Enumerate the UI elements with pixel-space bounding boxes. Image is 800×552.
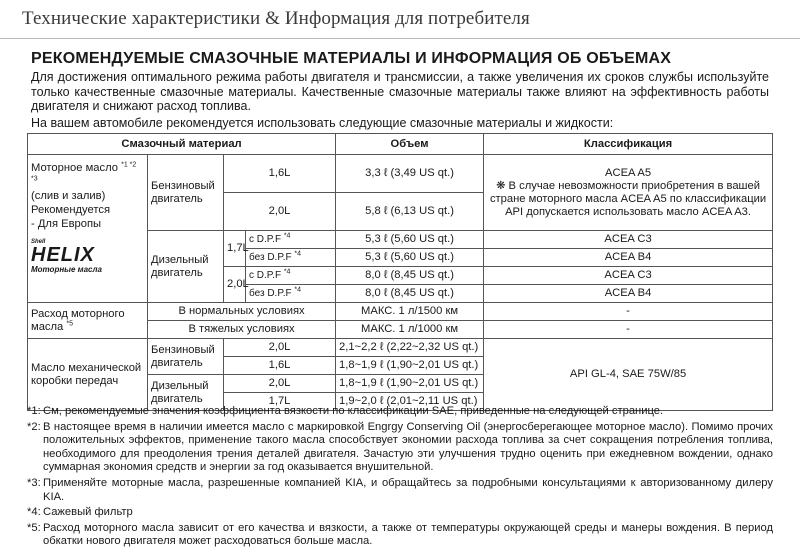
classification: - [484,303,773,321]
engine-oil-label: Моторное масло [31,162,118,174]
footnote-text: Применяйте моторные масла, разрешенные компанией KIA, и обращайтесь за подробными консультациями к авторизованному дилеру KIA. [43,476,773,503]
footnote [27,477,773,504]
intro-paragraph: Для достижения оптимального режима работы двигателя и трансмиссии, а также увеличения их сроков службы используйте только качественные смазочные материалы. Качественные смазочные материалы также влияют на эффективность работы двигателя и снижают расход топлива. [31,70,769,113]
page-header [0,0,800,39]
footnote-text: Расход моторного масла зависит от его качества и вязкости, а также от температуры окружающей среды и манеры вождения. В период обкатки нового двигателя может расходоваться больше масла. [43,521,773,548]
table-header-row [28,134,773,155]
consumption-footnote: *5 [66,319,73,327]
dpf-variant [246,285,336,303]
dpf-variant-label: без D.P.F [249,288,292,299]
footnotes [27,405,773,551]
footnote [27,405,773,419]
lubricants-table [27,133,773,411]
header-classification: Классификация [484,134,773,155]
dpf-footnote: *4 [283,232,291,240]
footnote-key: *1: [27,405,41,417]
gearbox-diesel-label: Дизельный двигатель [148,375,224,411]
engine-oil-footnote: *1 *2 *3 [31,161,137,183]
diesel-engine-label: Дизельный двигатель [148,231,224,303]
helix-logo-subtitle: Моторные масла [31,265,102,274]
petrol-engine-label: Бензиновый двигатель [148,155,224,231]
shell-logo-text: Shell [31,239,46,245]
footnote-key: *4: [27,506,41,519]
header-material: Смазочный материал [28,134,336,155]
engine-size: 1,6L [224,357,336,375]
gearbox-volume: 2,1~2,2 ℓ (2,22~2,32 US qt.) [336,339,484,357]
oil-volume: 5,8 ℓ (6,13 US qt.) [336,193,484,231]
dpf-variant-label: с D.P.F [249,270,282,281]
gearbox-volume: 1,9~2,0 ℓ (2,01~2,11 US qt.) [336,393,484,411]
table-row [28,303,773,321]
footnote-key: *2: [27,420,41,433]
engine-size: 2,0L [224,375,336,393]
footnote [27,506,773,520]
dpf-variant-label: с D.P.F [249,234,282,245]
classification: ACEA B4 [484,285,773,303]
footnote [27,522,773,549]
table-row [28,339,773,357]
classification: ACEA B4 [484,249,773,267]
consumption-label-cell [28,303,148,339]
dpf-footnote: *4 [294,286,301,294]
consumption-label: Расход моторного масла [31,307,125,333]
table-row [28,155,773,193]
gearbox-label: Масло механической коробки передач [28,339,148,411]
engine-size: 1,7L [224,393,336,411]
consumption-heavy: МАКС. 1 л/1000 км [336,321,484,339]
engine-size: 2,0L [224,193,336,231]
dpf-footnote: *4 [283,268,291,276]
engine-size: 1,7L [224,231,246,267]
gearbox-volume: 1,8~1,9 ℓ (1,90~2,01 US qt.) [336,375,484,393]
dpf-variant [246,249,336,267]
shell-helix-logo [31,239,131,274]
dpf-variant [246,267,336,285]
engine-size: 2,0L [224,339,336,357]
helix-logo-text: HELIX [31,244,95,266]
oil-volume: 8,0 ℓ (8,45 US qt.) [336,267,484,285]
classification: ACEA C3 [484,231,773,249]
footnote-text: В настоящее время в наличии имеется масло с маркировкой Engrgy Conserving Oil (энергосберегающее моторное масло). Помимо прочих положительных эффектов, применение такого масла способствует экономии расхода топлива за счет сокращения потребления топлива, необходимого для преодоления трения деталей двигателя. Зачастую эти улучшения трудно оценить при ежедневном вождении, однако суммарная экономия средств и энергии за год оказывается внушительной. [43,420,773,474]
header-volume: Объем [336,134,484,155]
engine-size: 2,0L [224,267,246,303]
dpf-footnote: *4 [294,250,301,258]
footnote [27,421,773,475]
classification: ACEA C3 [484,267,773,285]
engine-oil-region: - Для Европы [31,218,102,230]
oil-volume: 5,3 ℓ (5,60 US qt.) [336,231,484,249]
condition-normal: В нормальных условиях [148,303,336,321]
oil-volume: 8,0 ℓ (8,45 US qt.) [336,285,484,303]
intro-text [31,70,769,130]
petrol-class-note: ❋ В случае невозможности приобретения в вашей стране моторного масла ACEA A5 по классификации API допускается использовать масло ACEA A3. [489,179,767,218]
engine-oil-sublabel: (слив и залив) [31,190,106,202]
engine-oil-recommend: Рекомендуется [31,204,111,216]
footnote-key: *3: [27,476,41,489]
petrol-class-main: ACEA A5 [605,166,652,179]
petrol-classification [484,155,773,231]
footnote-text: См, рекомендуемые значения коэффициента вязкости по классификации SAE, приведенные на следующей странице. [43,405,664,417]
section-title: РЕКОМЕНДУЕМЫЕ СМАЗОЧНЫЕ МАТЕРИАЛЫ И ИНФОРМАЦИЯ ОБ ОБЪЕМАХ [31,50,672,67]
engine-oil-label-cell [28,155,148,303]
gearbox-classification: API GL-4, SAE 75W/85 [484,339,773,411]
footnote-key: *5: [27,521,41,534]
consumption-normal: МАКС. 1 л/1500 км [336,303,484,321]
oil-volume: 5,3 ℓ (5,60 US qt.) [336,249,484,267]
engine-size: 1,6L [224,155,336,193]
classification: - [484,321,773,339]
condition-heavy: В тяжелых условиях [148,321,336,339]
page-header-title: Технические характеристики & Информация для потребителя [22,8,530,29]
gearbox-volume: 1,8~1,9 ℓ (1,90~2,01 US qt.) [336,357,484,375]
dpf-variant-label: без D.P.F [249,252,292,263]
footnote-text: Сажевый фильтр [43,506,133,519]
intro-lead: На вашем автомобиле рекомендуется использовать следующие смазочные материалы и жидкости: [31,115,614,130]
oil-volume: 3,3 ℓ (3,49 US qt.) [336,155,484,193]
dpf-variant [246,231,336,249]
gearbox-petrol-label: Бензиновый двигатель [148,339,224,375]
